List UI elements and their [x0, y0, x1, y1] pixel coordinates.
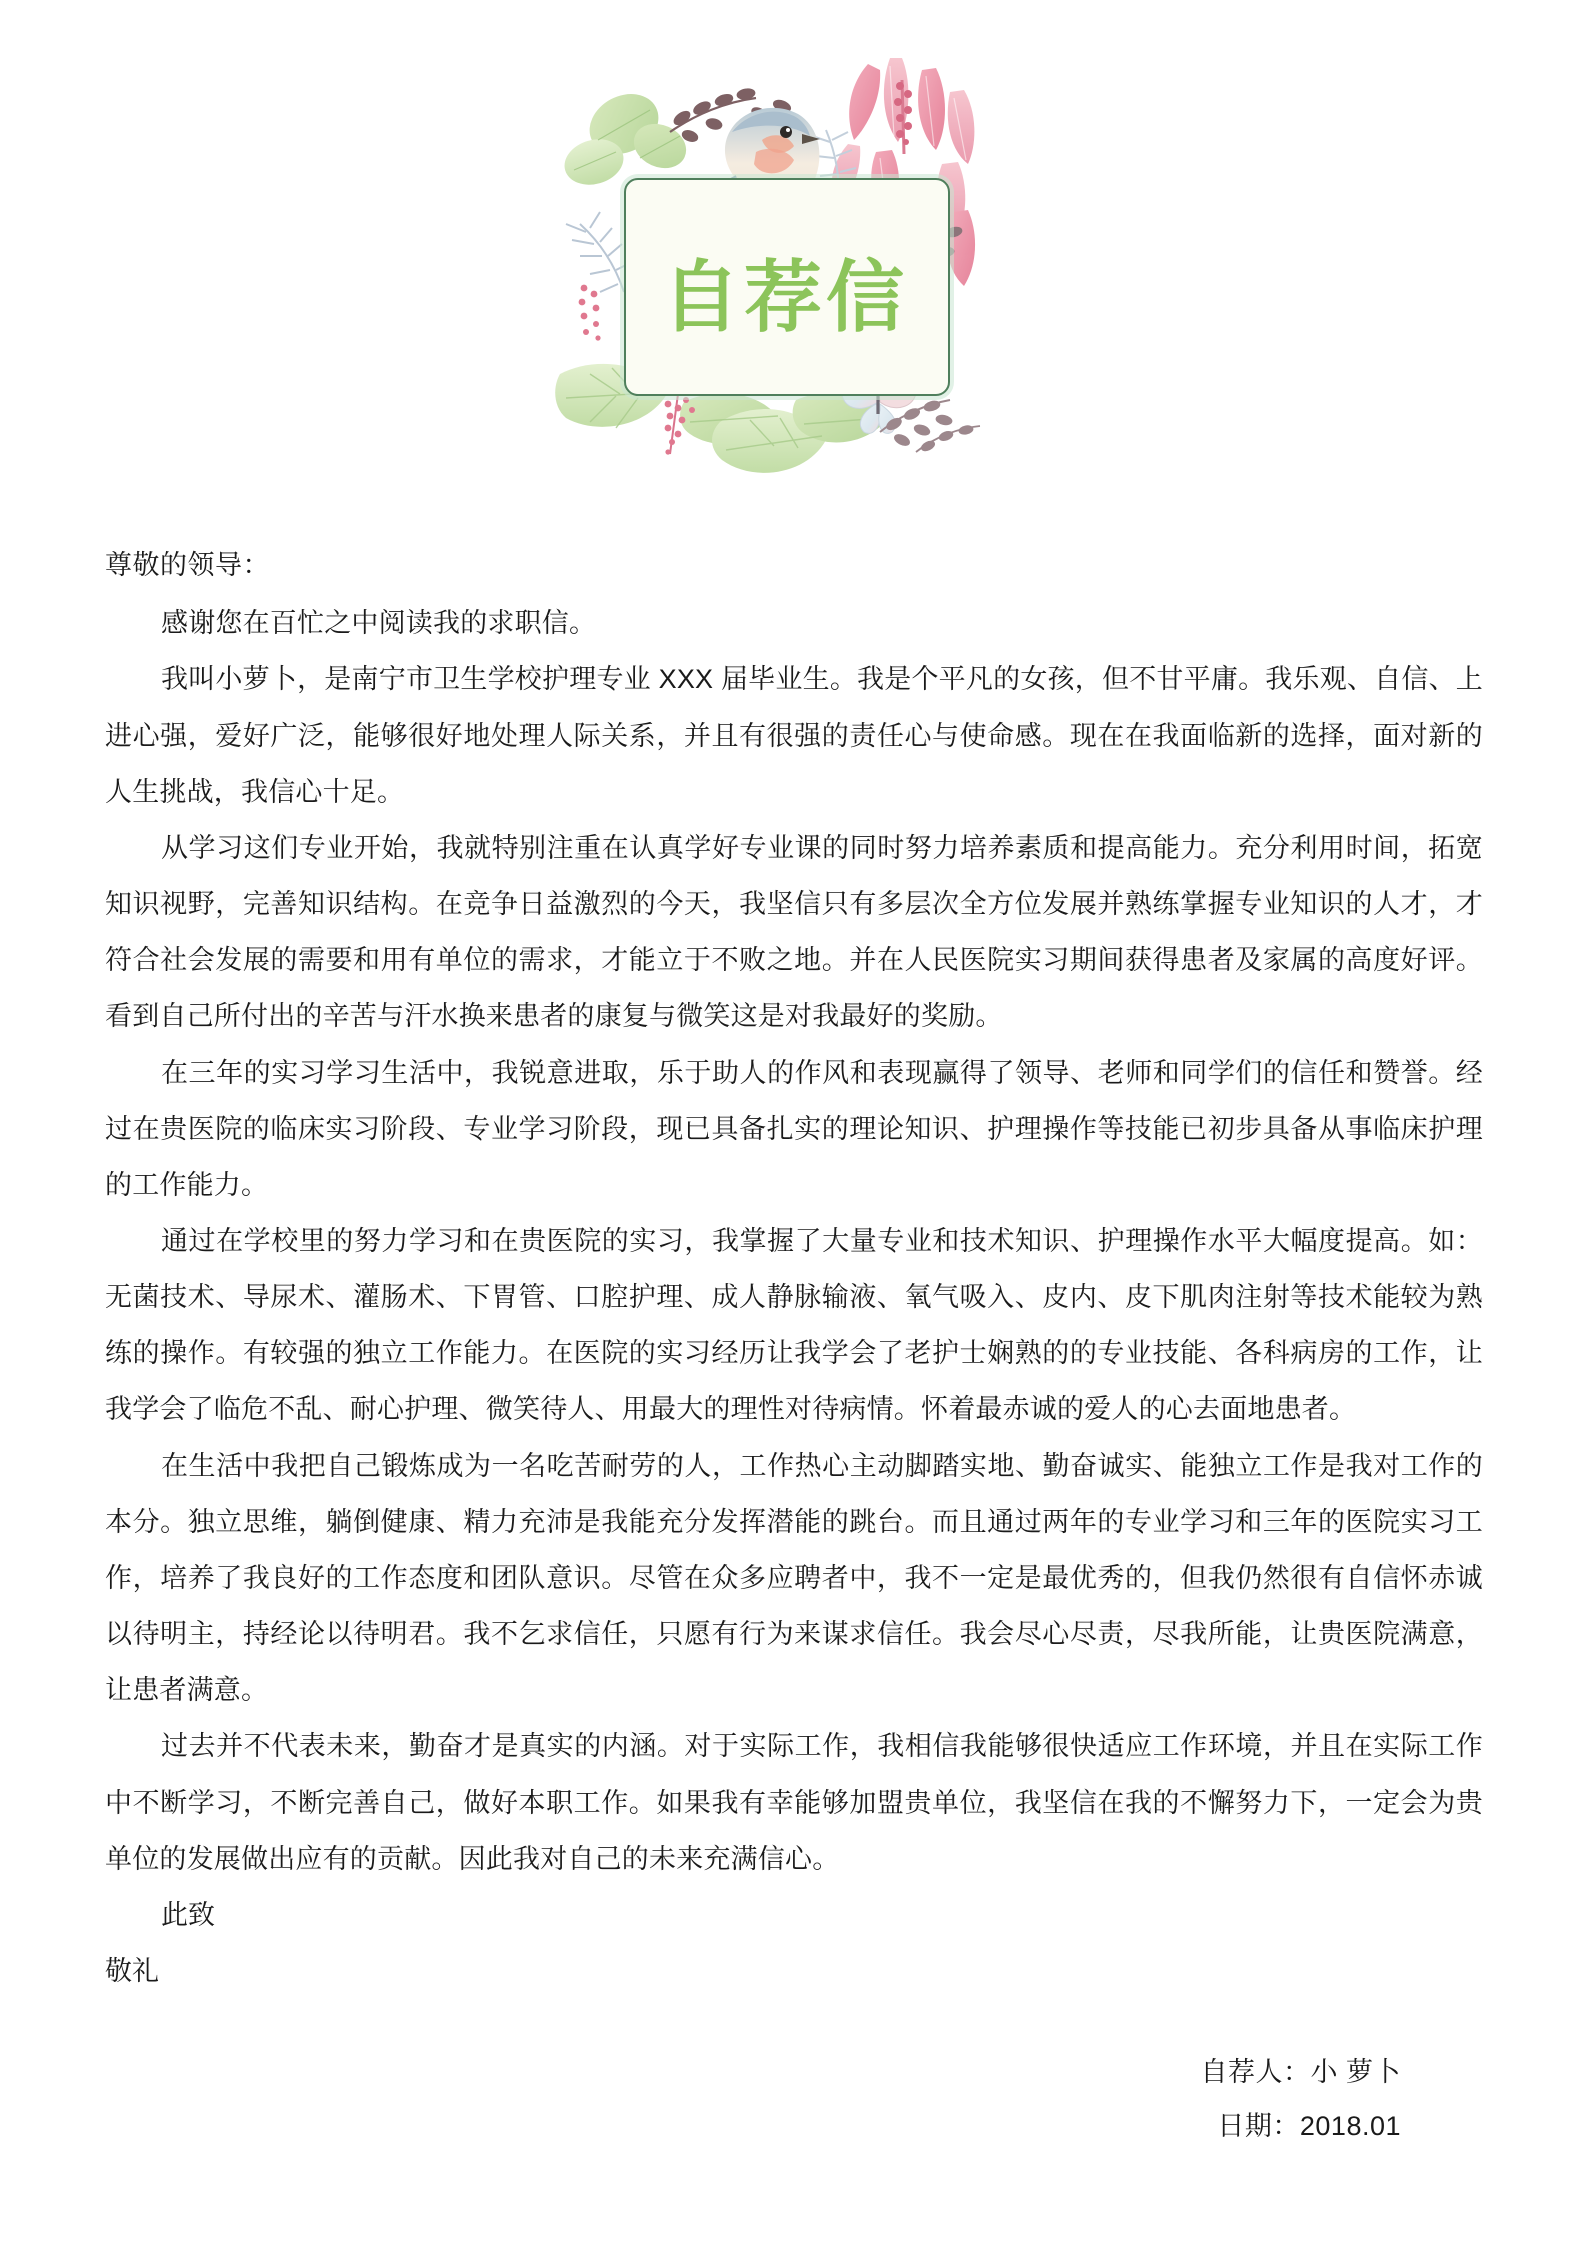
paragraph-6: 在生活中我把自己锻炼成为一名吃苦耐劳的人，工作热心主动脚踏实地、勤奋诚实、能独立工作是我对工作的本分。独立思维，躺倒健康、精力充沛是我能充分发挥潜能的跳台。而且通过两年的专业学习和三年的医院实习工作，培养了我良好的工作态度和团队意识。尽管在众多应聘者中，我不一定是最优秀的，但我仍然很有自信怀赤诚以待明主，持经论以待明君。我不乞求信任，只愿有行为来谋求信任。我会尽心尽责，尽我所能，让贵医院满意，让患者满意。 — [105, 1450, 1483, 1706]
paragraph-5: 通过在学校里的努力学习和在贵医院的实习，我掌握了大量专业和技术知识、护理操作水平大幅度提高。如：无菌技术、导尿术、灌肠术、下胃管、口腔护理、成人静脉输液、氧气吸入、皮内、皮下肌肉注射等技术能较为熟练的操作。有较强的独立工作能力。在医院的实习经历让我学会了老护士娴熟的的专业技能、各科病房的工作，让我学会了临危不乱、耐心护理、微笑待人、用最大的理性对待病情。怀着最赤诚的爱人的心去面地患者。 — [105, 1226, 1483, 1425]
paragraph-2: 我叫小萝卜，是南宁市卫生学校护理专业 XXX 届毕业生。我是个平凡的女孩，但不甘平庸。我乐观、自信、上进心强，爱好广泛，能够很好地处理人际关系，并且有很强的责任心与使命感。现在在我面临新的选择，面对新的人生挑战，我信心十足。 — [105, 664, 1483, 807]
signature-name: 自荐人：小 萝卜 — [1200, 2057, 1401, 2088]
paragraph-7: 过去并不代表未来，勤奋才是真实的内涵。对于实际工作，我相信我能够很快适应工作环境，并且在实际工作中不断学习，不断完善自己，做好本职工作。如果我有幸能够加盟贵单位，我坚信在我的不懈努力下，一定会为贵单位的发展做出应有的贡献。因此我对自己的未来充满信心。 — [105, 1731, 1483, 1874]
letter-body — [105, 540, 1483, 2153]
salutation: 尊敬的领导： — [105, 550, 270, 580]
closing-line-1: 此致 — [161, 1899, 215, 1930]
document-header — [0, 0, 1587, 500]
paragraph-1: 感谢您在百忙之中阅读我的求职信。 — [161, 608, 597, 639]
blue-fern-left — [566, 212, 632, 292]
paragraph-4: 在三年的实习学习生活中，我锐意进取，乐于助人的作风和表现赢得了领导、老师和同学们的信任和赞誉。经过在贵医院的临床实习阶段、专业学习阶段，现已具备扎实的理论知识、护理操作等技能已初步具备从事临床护理的工作能力。 — [105, 1057, 1483, 1200]
paragraph-3: 从学习这们专业开始，我就特别注重在认真学好专业课的同时努力培养素质和提高能力。充分利用时间，拓宽知识视野，完善知识结构。在竞争日益激烈的今天，我坚信只有多层次全方位发展并熟练掌握专业知识的人才，才符合社会发展的需要和用有单位的需求，才能立于不败之地。并在人民医院实习期间获得患者及家属的高度好评。看到自己所付出的辛苦与汗水换来患者的康复与微笑这是对我最好的奖励。 — [105, 832, 1483, 1032]
signature-block — [105, 2045, 1483, 2153]
page-title: 自荐信 — [661, 253, 908, 341]
signature-date: 日期：2018.01 — [1217, 2111, 1401, 2142]
closing-line-2: 敬礼 — [105, 1956, 159, 1987]
pink-berry-cluster-left — [579, 285, 601, 341]
green-leaf-cluster-top — [559, 82, 693, 191]
